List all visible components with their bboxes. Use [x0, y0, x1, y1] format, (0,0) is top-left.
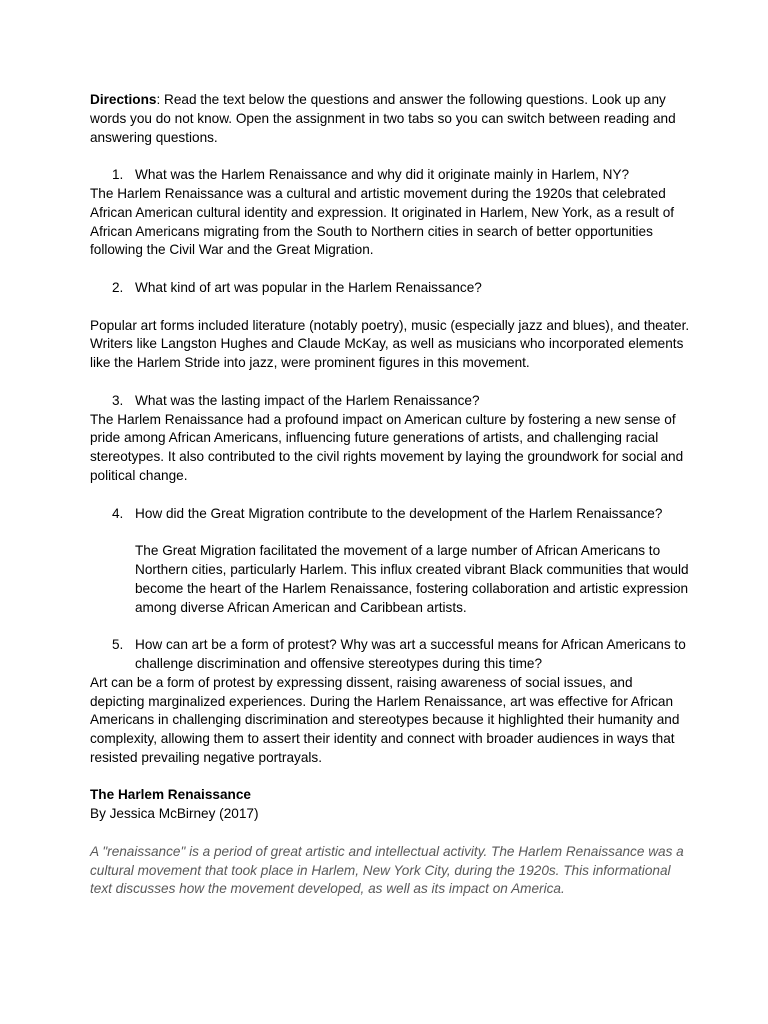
question-5 — [90, 636, 690, 674]
answer-3: The Harlem Renaissance had a profound impact on American culture by fostering a new sense of pride among African Americans, influencing future generations of artists, and challenging racial stereotypes. It also contributed to the civil rights movement by laying the groundwork for social and political change. — [90, 411, 684, 483]
question-number: 1. — [112, 167, 124, 183]
article-intro: A "renaissance" is a period of great artistic and intellectual activity. The Harlem Renaissance was a cultural movement that took place in Harlem, New York City, during the 1920s. This informational text discusses how the movement developed, as well as its impact on America. — [90, 843, 684, 897]
question-number: 3. — [112, 392, 124, 408]
question-number: 4. — [112, 505, 124, 521]
answer-5: Art can be a form of protest by expressing dissent, raising awareness of social issues, and depicting marginalized experiences. During the Harlem Renaissance, art was effective for African Americans in challenging discrimination and stereotypes because it highlighted their humanity and complexity, allowing them to assert their identity and connect with broader audiences in ways that resisted prevailing negative portrayals. — [90, 674, 680, 765]
question-text: What was the lasting impact of the Harlem Renaissance? — [135, 392, 480, 408]
directions-paragraph — [90, 91, 690, 147]
question-4 — [90, 505, 690, 524]
answer-4: The Great Migration facilitated the movement of a large number of African Americans to Northern cities, particularly Harlem. This influx created vibrant Black communities that would become the heart of the Harlem Renaissance, fostering collaboration and artistic expression among diverse African American and Caribbean artists. — [135, 543, 689, 615]
question-text: What was the Harlem Renaissance and why did it originate mainly in Harlem, NY? — [135, 167, 630, 183]
question-2 — [90, 279, 690, 298]
question-number: 5. — [112, 637, 124, 653]
article-title: The Harlem Renaissance — [90, 787, 251, 803]
answer-1: The Harlem Renaissance was a cultural and artistic movement during the 1920s that celebrated African American cultural identity and expression. It originated in Harlem, New York, as a result of African Americans migrating from the South to Northern cities in search of better opportunities following the Civil War and the Great Migration. — [90, 185, 675, 258]
question-text: How did the Great Migration contribute to the development of the Harlem Renaissance? — [135, 505, 663, 521]
question-text: How can art be a form of protest? Why was art a successful means for African Americans to challenge discrimination and offensive stereotypes during this time? — [135, 637, 686, 671]
question-1 — [90, 166, 690, 185]
answer-2: Popular art forms included literature (notably poetry), music (especially jazz and blues), and theater. Writers like Langston Hughes and Claude McKay, as well as musicians who incorporated elements like the Harlem Stride into jazz, were prominent figures in this movement. — [90, 317, 690, 371]
question-3 — [90, 392, 690, 411]
article-byline: By Jessica McBirney (2017) — [90, 806, 259, 822]
document-page — [90, 91, 690, 899]
question-number: 2. — [112, 279, 124, 295]
directions-text: : Read the text below the questions and answer the following questions. Look up any words you do not know. Open the assignment in two tabs so you can switch between reading and answering questions. — [90, 92, 676, 145]
question-text: What kind of art was popular in the Harlem Renaissance? — [135, 279, 482, 295]
directions-label: Directions — [90, 92, 157, 107]
